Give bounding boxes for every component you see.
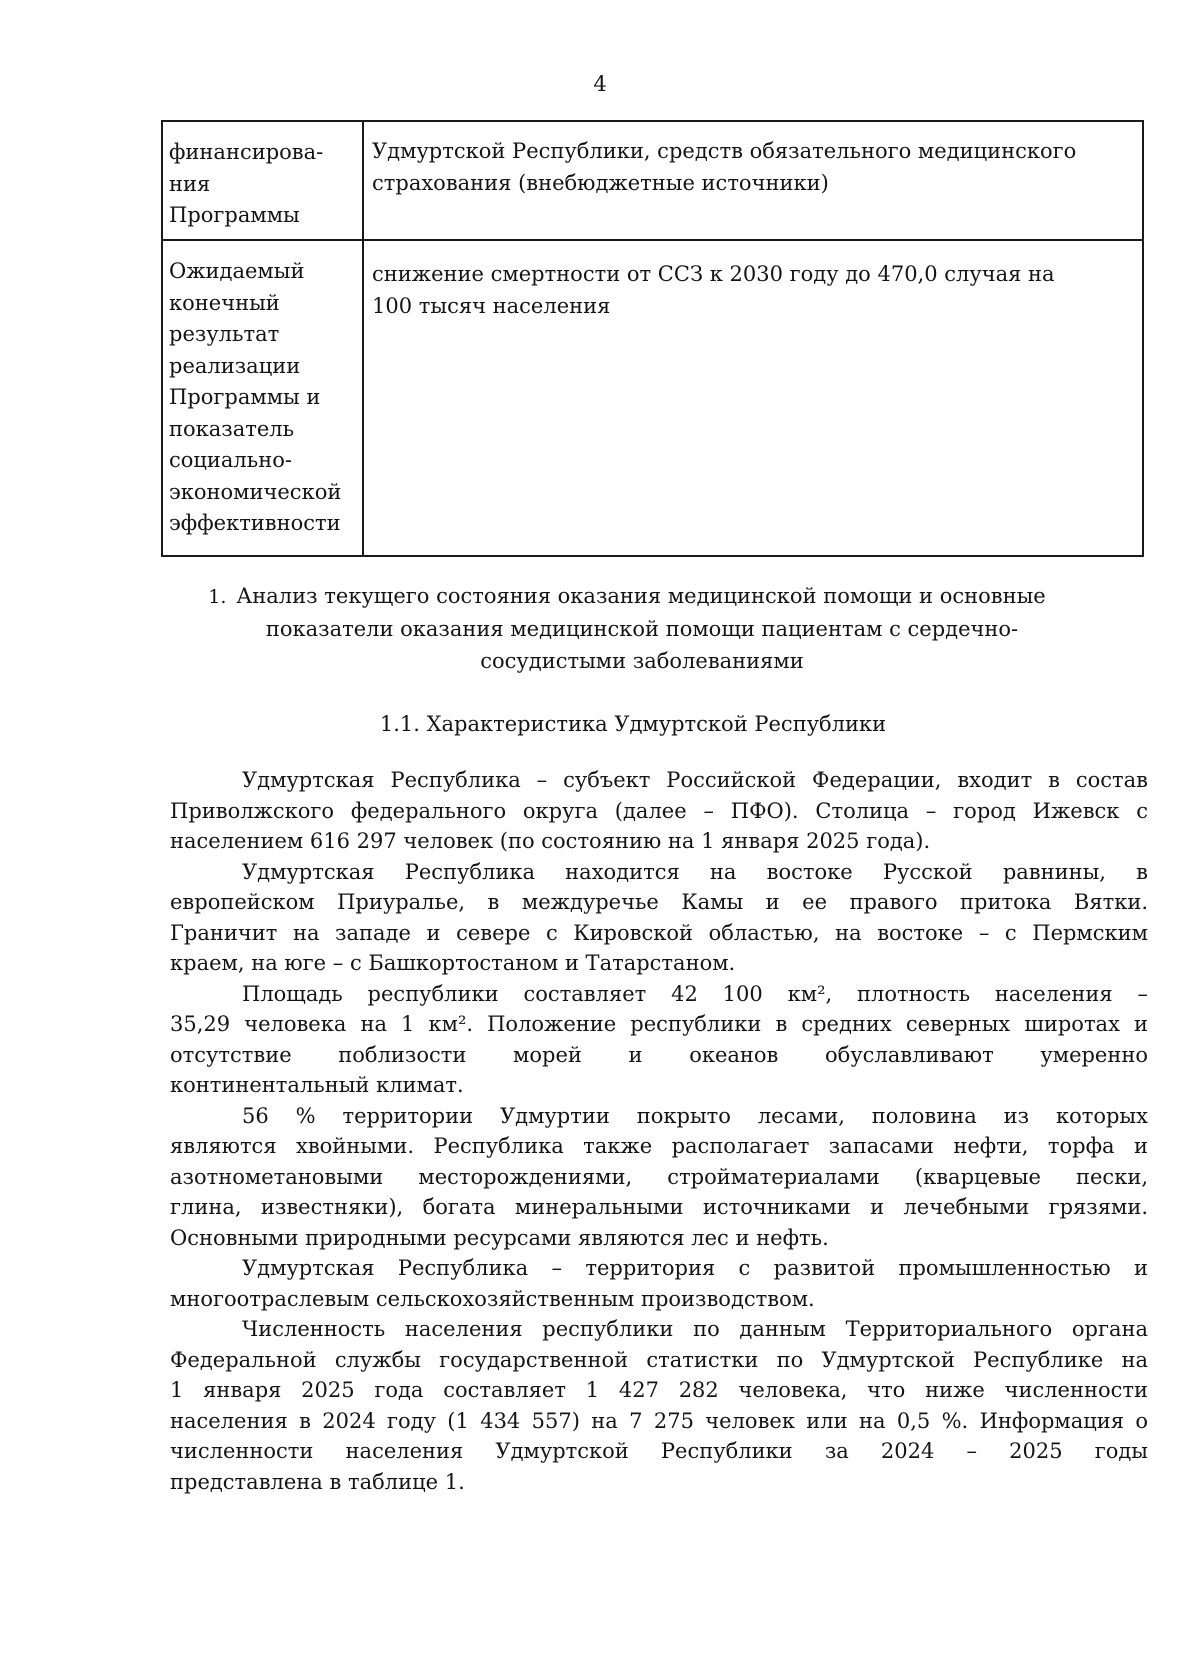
paragraph-line: азотнометановыми месторождениями, стройматериалами (кварцевые пески,	[170, 1164, 1148, 1189]
cell-text-line: Программы и	[169, 385, 321, 409]
cell-text-line: страхования (внебюджетные источники)	[372, 170, 829, 195]
paragraph-line: многоотраслевым сельскохозяйственным производством.	[170, 1286, 815, 1311]
paragraph	[170, 1101, 1148, 1254]
section-number: 1.	[208, 586, 227, 608]
paragraph-line: 1 января 2025 года составляет 1 427 282 человека, что ниже численности	[170, 1378, 1148, 1402]
paragraph-line: населением 616 297 человек (по состоянию на 1 января 2025 года).	[170, 829, 931, 853]
cell-text-line: 100 тысяч населения	[372, 293, 611, 318]
paragraph-line: континентальный климат.	[170, 1073, 464, 1097]
cell-text-line: конечный	[169, 290, 280, 315]
table-cell-label	[162, 121, 363, 240]
cell-text-line: Удмуртской Республики, средств обязательного медицинского	[372, 139, 1077, 163]
table-row	[162, 240, 1143, 556]
paragraph-line: 35,29 человека на 1 км². Положение республики в средних северных широтах и	[170, 1012, 1148, 1036]
program-passport-table	[161, 120, 1144, 557]
paragraph-line: Удмуртская Республика – субъект Российской Федерации, входит в состав	[242, 768, 1148, 792]
paragraph-line: численности населения Удмуртской Республики за 2024 – 2025 годы	[170, 1439, 1148, 1463]
subsection-heading-text: 1.1. Характеристика Удмуртской Республики	[379, 712, 887, 736]
paragraph-line: 56 % территории Удмуртии покрыто лесами, половина из которых	[242, 1103, 1148, 1128]
paragraph-line: Федеральной службы государственной статистки по Удмуртской Республике на	[170, 1347, 1148, 1372]
table-cell-value	[363, 121, 1143, 240]
paragraph	[170, 1253, 1148, 1314]
body-text	[170, 765, 1148, 1497]
paragraph-line: Удмуртская Республика находится на востоке Русской равнины, в	[242, 859, 1148, 884]
cell-text-line: Ожидаемый	[169, 259, 305, 283]
page-number: 4	[593, 72, 607, 96]
section-heading-text: Анализ текущего состояния оказания медицинской помощи и основные	[236, 584, 1046, 608]
cell-text-line: ния	[169, 171, 211, 196]
paragraph-line: Площадь республики составляет 42 100 км², плотность населения –	[242, 981, 1148, 1006]
paragraph-line: краем, на юге – с Башкортостаном и Татарстаном.	[170, 951, 736, 975]
cell-text-line: реализации	[169, 353, 301, 378]
paragraph-line: глина, известняки), богата минеральными источниками и лечебными грязями.	[170, 1195, 1148, 1219]
table-cell-value	[363, 240, 1143, 556]
paragraph-line: Численность населения республики по данным Территориального органа	[242, 1317, 1148, 1341]
paragraph-line: европейском Приуралье, в междуречье Камы и ее правого притока Вятки.	[170, 890, 1148, 914]
table-cell-label	[162, 240, 363, 556]
section-heading-line: показатели оказания медицинской помощи пациентам с сердечно-	[265, 617, 1019, 641]
paragraph-line: являются хвойными. Республика также располагает запасами нефти, торфа и	[170, 1134, 1148, 1158]
paragraph-line: представлена в таблице 1.	[170, 1469, 465, 1494]
paragraph-line: Основными природными ресурсами являются лес и нефть.	[170, 1225, 829, 1250]
cell-text-line: эффективности	[169, 511, 341, 535]
cell-text-line: результат	[169, 322, 280, 346]
cell-text-line: Программы	[169, 203, 300, 227]
paragraph-line: населения в 2024 году (1 434 557) на 7 275 человек или на 0,5 %. Информация о	[170, 1408, 1148, 1433]
cell-text-line: показатель	[169, 416, 295, 441]
table-row	[162, 121, 1143, 240]
paragraph-line: Приволжского федерального округа (далее – ПФО). Столица – город Ижевск с	[170, 798, 1148, 823]
section-heading-line: сосудистыми заболеваниями	[480, 649, 804, 673]
cell-text-line: социально-	[169, 448, 292, 472]
paragraph-line: Граничит на западе и севере с Кировской областью, на востоке – с Пермским	[170, 920, 1148, 945]
cell-text-line: финансирова-	[169, 140, 324, 164]
cell-text-line: экономической	[169, 479, 342, 504]
paragraph	[170, 1314, 1148, 1497]
subsection-heading	[0, 708, 1200, 740]
paragraph	[170, 857, 1148, 979]
section-heading	[0, 580, 1200, 677]
paragraph-line: отсутствие поблизости морей и океанов обуславливают умеренно	[170, 1042, 1148, 1067]
paragraph-line: Удмуртская Республика – территория с развитой промышленностью и	[242, 1256, 1148, 1280]
cell-text-line: снижение смертности от ССЗ к 2030 году до 470,0 случая на	[372, 262, 1055, 286]
paragraph	[170, 765, 1148, 857]
section-heading-line	[27, 580, 1200, 613]
paragraph	[170, 979, 1148, 1101]
